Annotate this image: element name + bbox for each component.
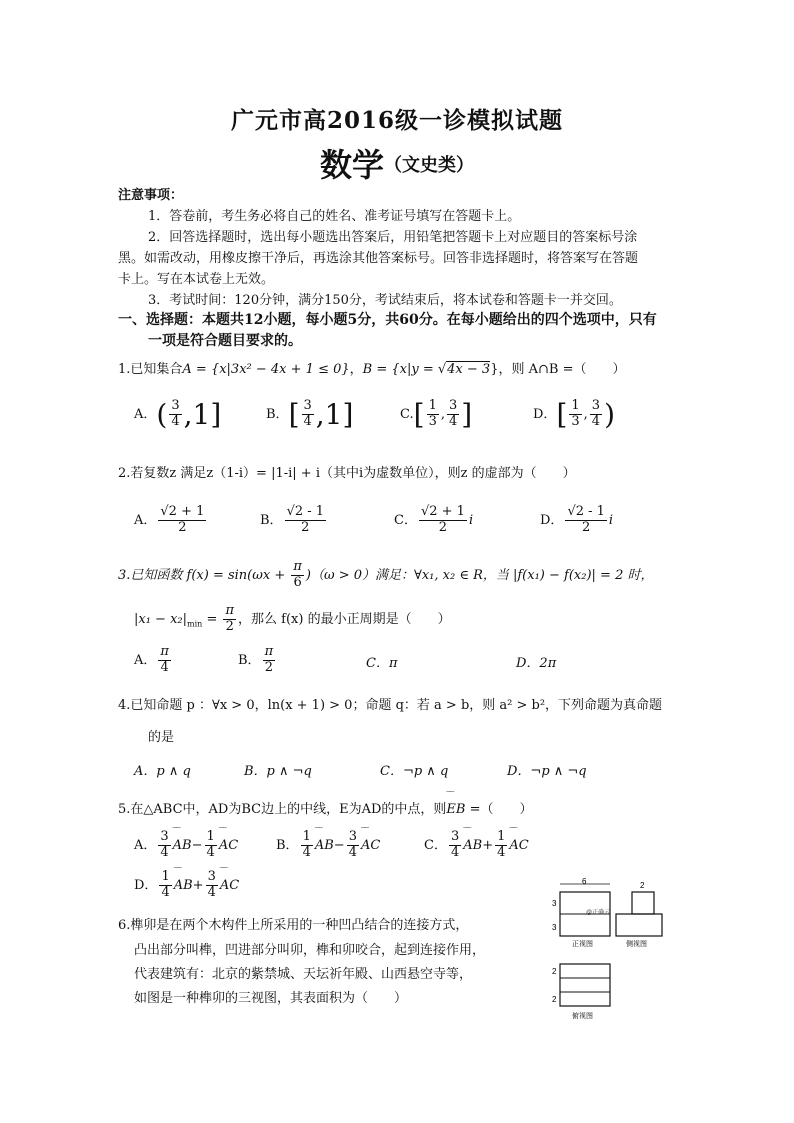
question-6-line-4: 如图是一种榫卯的三视图，其表面积为（ ）	[134, 991, 408, 1006]
q1-set-b-end: }	[490, 362, 499, 377]
q1-option-d: D．[ $\frac{1}{3}$ , $\frac{3}{4}$ )	[533, 398, 616, 431]
front-view-label: 正视图	[572, 941, 593, 948]
q5-option-b: B． $\frac{1}{4}$ ‾‾ AB− $\frac{3}{4}$ ‾‾ AC	[276, 830, 380, 861]
watermark-mark: @正确云	[586, 910, 611, 916]
q1-option-c: C.[ $\frac{1}{3}$ , $\frac{3}{4}$ ]	[400, 398, 473, 431]
q1-set-a: A = {x|3x² − 4x + 1 ≤ 0}	[182, 362, 350, 377]
q1-option-b: B．[ $\frac{3}{4}$ ,1]	[266, 398, 354, 431]
question-3-line-1: 3.已知函数 f(x) = sin(ωx + $\frac{\pi}{6}$ )（ω > 0）满足：∀x₁, x₂ ∈ R，当 |f(x₁) − f(x₂)| = 2 时，	[118, 559, 654, 590]
question-5-stem: 5.在△ABC中，AD为BC边上的中线，E为AD的中点，则‾‾ EB =（ ）	[118, 798, 532, 817]
question-3-line-2: $|x_1 - x_2|_{min}$ = $\frac{\pi}{2}$ ，那么 f(x) 的最小正周期是（ ）	[134, 603, 451, 634]
q1-set-b: B = {x|y =	[362, 362, 438, 377]
exam-title: 广元市高2016级一诊模拟试题	[230, 107, 563, 134]
top-view-outer	[560, 964, 610, 1006]
question-1-stem: 1.已知集合A = {x|3x² − 4x + 1 ≤ 0}，B = {x|y = √4x − 3}，则 A∩B =（ ）	[118, 362, 626, 377]
subject-category: （文史类）	[384, 155, 474, 176]
question-4-line-2: 的是	[148, 730, 175, 745]
q3-option-d: D．2π	[516, 656, 557, 671]
q3-option-b: B． $\frac{\pi}{2}$	[238, 644, 274, 675]
three-view-diagram	[548, 878, 668, 1026]
question-6-line-3: 代表建筑有：北京的紫禁城、天坛祈年殿、山西悬空寺等，	[134, 967, 473, 982]
label-2-top-view-b: 2	[552, 995, 557, 1004]
q3-option-a: A． $\frac{\pi}{4}$	[134, 644, 169, 675]
side-view-label: 侧视图	[626, 941, 647, 948]
notice-item-2-line-2: 黑。如需改动，用橡皮擦干净后，再选涂其他答案标号。回答非选择题时，将答案写在答题	[118, 251, 639, 266]
q4-option-d: D．¬p ∧ ¬q	[507, 764, 587, 779]
q2-option-a: A． $\frac{√2 + 1}{2}$	[134, 504, 205, 535]
q1-sqrt-expr: 4x − 3	[447, 362, 491, 377]
q1-lead: 1.已知集合	[118, 362, 183, 377]
label-2-side: 2	[640, 881, 645, 890]
q2-option-d: D． $\frac{√2 - 1}{2}$ i	[540, 504, 614, 535]
notice-item-1: 1．答卷前，考生务必将自己的姓名、准考证号填写在答题卡上。	[148, 209, 521, 224]
notice-item-2-line-1: 2．回答选择题时，选出每小题选出答案后，用铅笔把答题卡上对应题目的答案标号涂	[148, 230, 638, 245]
section-heading-line-1: 一、选择题：本题共12小题，每小题5分，共60分。在每小题给出的四个选项中，只有	[118, 312, 657, 328]
label-2-top-view-a: 2	[552, 967, 557, 976]
label-3-bottom: 3	[552, 923, 557, 932]
notice-item-3: 3．考试时间：120分钟，满分150分，考试结束后，将本试卷和答题卡一并交回。	[148, 293, 622, 308]
vector-eb: ‾‾ EB	[446, 802, 465, 817]
q2-option-b: B． $\frac{√2 - 1}{2}$	[260, 504, 325, 535]
question-6-line-1: 6.榫卯是在两个木构件上所采用的一种凹凸结合的连接方式，	[118, 918, 469, 933]
section-heading-line-2: 一项是符合题目要求的。	[148, 333, 302, 349]
top-view-label: 俯视图	[572, 1013, 593, 1020]
notice-item-2-line-3: 卡上。写在本试卷上无效。	[118, 272, 275, 287]
label-3-top: 3	[552, 899, 557, 908]
q2-option-c: C． $\frac{√2 + 1}{2}$ i	[394, 504, 474, 535]
question-4-line-1: 4.已知命题 p ：∀x > 0，ln(x + 1) > 0；命题 q：若 a > b，则 a² > b²，下列命题为真命题	[118, 698, 663, 713]
q1-option-a: A．( $\frac{3}{4}$ ,1]	[134, 398, 222, 431]
side-view-bottom	[616, 914, 662, 936]
q4-option-c: C．¬p ∧ q	[380, 764, 449, 779]
q3-option-c: C．π	[366, 656, 398, 671]
three-view-svg	[548, 878, 668, 1026]
q1-tail: ，则 A∩B =（ ）	[498, 362, 626, 377]
exam-subject	[0, 140, 794, 186]
subject-name: 数学	[319, 146, 384, 184]
q5-option-a: A． $\frac{3}{4}$ ‾‾ AB− $\frac{1}{4}$ ‾‾ AC	[134, 830, 238, 861]
q5-option-c: C． $\frac{3}{4}$ ‾‾ AB+ $\frac{1}{4}$ ‾‾ AC	[424, 830, 529, 861]
q5-option-d: D． $\frac{1}{4}$ ‾‾ AB+ $\frac{3}{4}$ ‾‾ AC	[134, 870, 239, 901]
q4-option-b: B．p ∧ ¬q	[244, 764, 312, 779]
notice-heading: 注意事项：	[118, 188, 184, 203]
question-2-stem: 2.若复数z 满足z（1-i）= |1-i| + i（其中i为虚数单位），则z 的虚部为（ ）	[118, 466, 576, 481]
q4-option-a: A．p ∧ q	[134, 764, 191, 779]
label-6: 6	[582, 878, 587, 886]
question-6-line-2: 凸出部分叫榫，凹进部分叫卯，榫和卯咬合，起到连接作用，	[134, 943, 486, 958]
side-view-top	[632, 892, 654, 914]
